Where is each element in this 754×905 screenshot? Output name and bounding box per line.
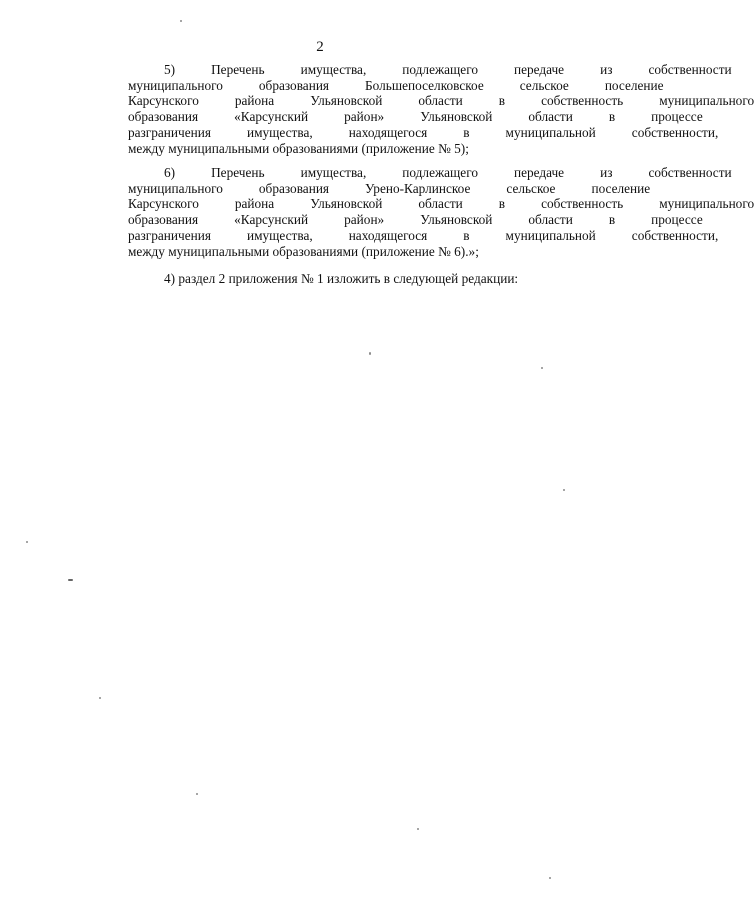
scan-speck	[417, 828, 419, 830]
item-5-paragraph	[92, 62, 754, 156]
text-line: разграничения имущества, находящегося в муниципальной собственности,	[128, 227, 719, 243]
text-line: разграничения имущества, находящегося в муниципальной собственности,	[128, 124, 719, 140]
scan-speck	[26, 541, 28, 543]
text-line: между муниципальными образованиями (приложение № 6).»;	[128, 243, 479, 259]
scan-speck	[99, 697, 101, 699]
text-line: 6) Перечень имущества, подлежащего передаче из собственности	[164, 165, 732, 180]
text-line: Карсунского района Ульяновской области в собственность муниципального	[128, 93, 754, 109]
item-4-paragraph	[92, 271, 610, 287]
scan-speck	[196, 793, 198, 795]
text-line: Карсунского района Ульяновской области в собственность муниципального	[128, 196, 754, 212]
text-line: между муниципальными образованиями (приложение № 5);	[128, 140, 469, 156]
scan-speck	[369, 352, 371, 355]
item-6-paragraph	[92, 165, 754, 259]
text-line: 5) Перечень имущества, подлежащего передаче из собственности	[164, 62, 732, 77]
scan-speck	[541, 367, 543, 369]
scan-speck	[68, 579, 73, 581]
page-number: 2	[316, 39, 324, 55]
text-line: образования «Карсунский район» Ульяновской области в процессе	[128, 212, 703, 228]
text-line: муниципального образования Урено-Карлинское сельское поселение	[128, 180, 651, 196]
text-line: образования «Карсунский район» Ульяновской области в процессе	[128, 109, 703, 125]
text-line: муниципального образования Большепоселковское сельское поселение	[128, 77, 664, 93]
scan-speck	[549, 877, 551, 879]
scan-speck	[180, 20, 182, 22]
scan-speck	[563, 489, 565, 491]
text-line: 4) раздел 2 приложения № 1 изложить в следующей редакции:	[164, 271, 519, 286]
